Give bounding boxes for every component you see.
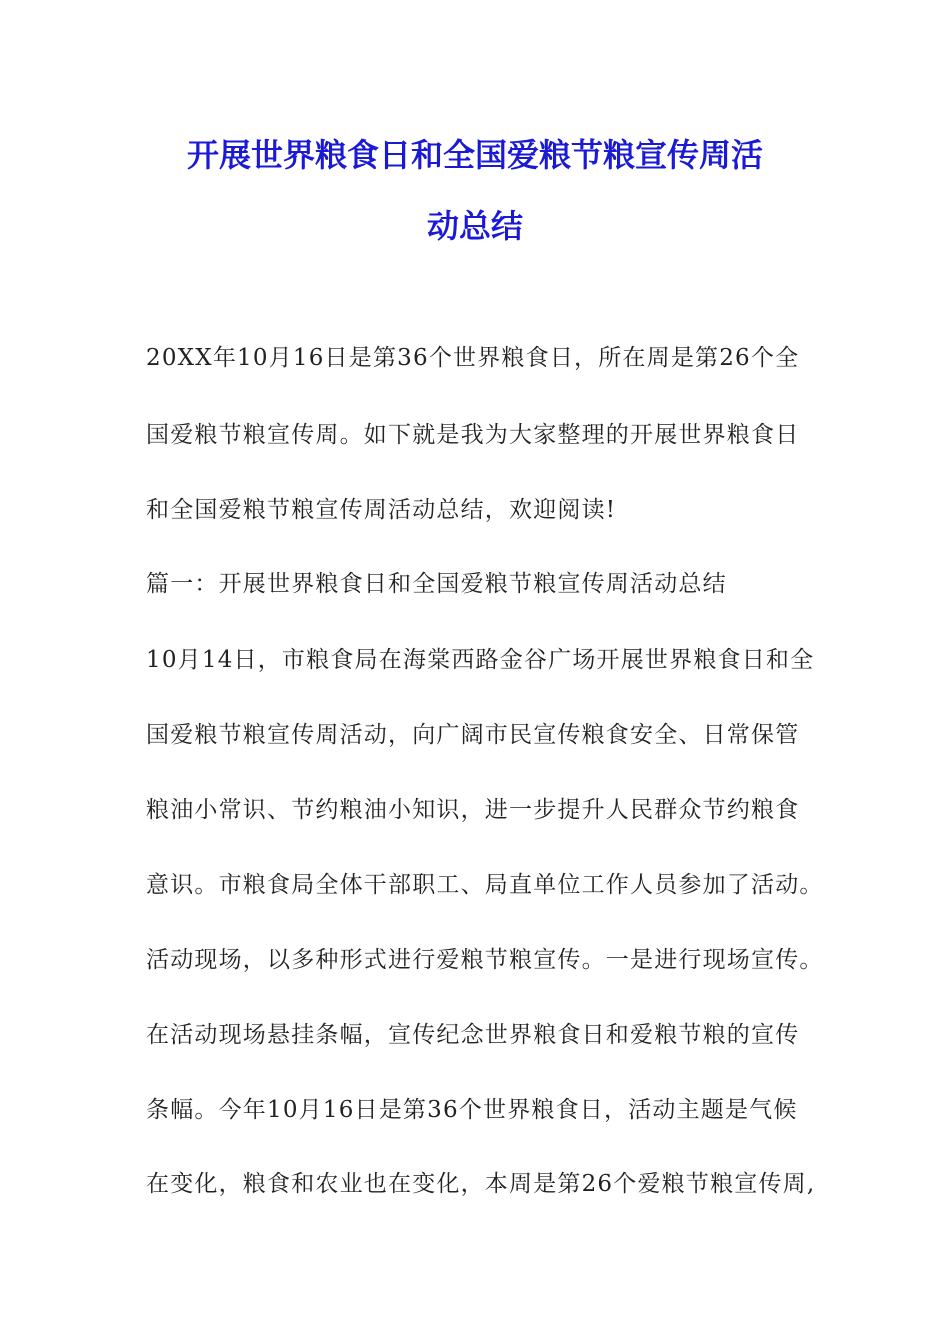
body-line-2: 国爱粮节粮宣传周。如下就是我为大家整理的开展世界粮食日 [146,422,800,448]
body-line-11: 条幅。今年10月16日是第36个世界粮食日，活动主题是气候 [146,1097,798,1123]
body-line-7: 粮油小常识、节约粮油小知识，进一步提升人民群众节约粮食 [146,797,800,823]
body-line-9: 活动现场，以多种形式进行爱粮节粮宣传。一是进行现场宣传。 [146,947,824,973]
body-line-3: 和全国爱粮节粮宣传周活动总结，欢迎阅读! [146,497,617,523]
section-heading-1: 篇一：开展世界粮食日和全国爱粮节粮宣传周活动总结 [146,571,727,597]
body-line-6: 国爱粮节粮宣传周活动，向广阔市民宣传粮食安全、日常保管 [146,722,800,748]
body-line-8: 意识。市粮食局全体干部职工、局直单位工作人员参加了活动。 [146,872,824,898]
body-line-1: 20XX年10月16日是第36个世界粮食日，所在周是第26个全 [146,345,800,371]
document-title-line-1: 开展世界粮食日和全国爱粮节粮宣传周活 [186,136,763,174]
body-line-12: 在变化，粮食和农业也在变化，本周是第26个爱粮节粮宣传周, [146,1171,816,1197]
body-line-5: 10月14日，市粮食局在海棠西路金谷广场开展世界粮食日和全 [146,647,815,673]
body-line-10: 在活动现场悬挂条幅，宣传纪念世界粮食日和爱粮节粮的宣传 [146,1022,800,1048]
document-title-line-2: 动总结 [426,207,523,245]
